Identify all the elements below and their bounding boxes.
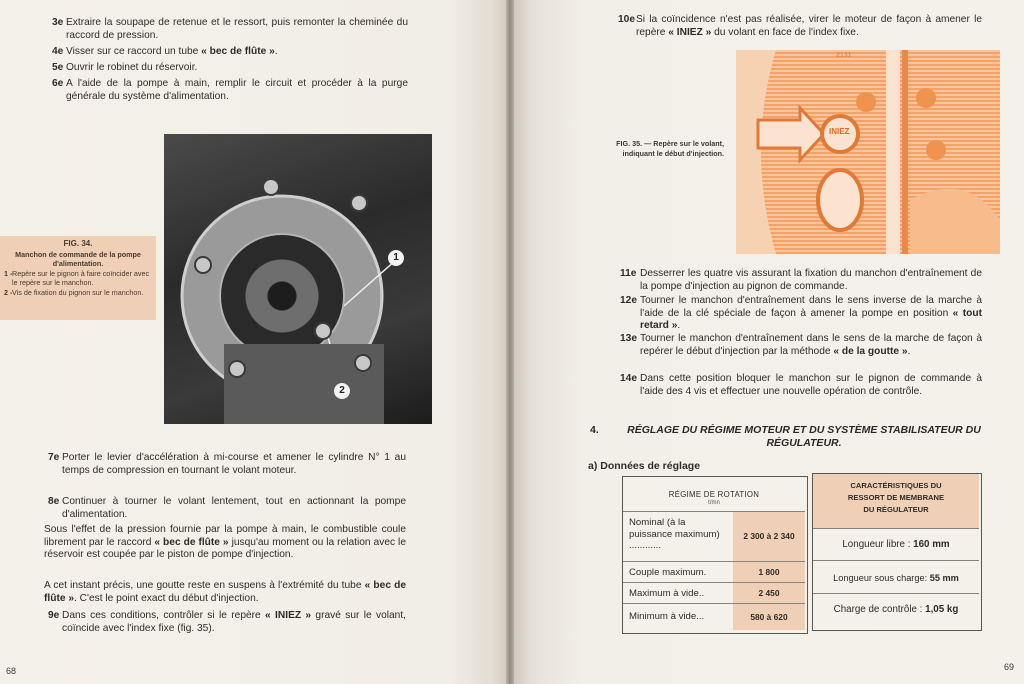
step-11: 11e Desserrer les quatre vis assurant la fixation du manchon d'entraînement de la pompe d'injection au pignon de commande. (620, 268, 982, 292)
spring-table (812, 473, 982, 631)
step-10: 10e Si la coïncidence n'est pas réalisée, virer le moteur de façon à amener le repère « INIEZ » du volant en face de l'index fixe. (618, 14, 982, 38)
figure-34-legend-item: 1 - Repère sur le pignon à faire coïncider avec le repère sur le manchon. (4, 269, 150, 287)
paragraph-pressure: Sous l'effet de la pression fournie par la pompe à main, le combustible coule librement par le raccord « bec de flûte » jusqu'au moment ou la relation avec le réservoir est coupée par le piston de pompe d'injection. (44, 524, 406, 560)
step-4: 4e Visser sur ce raccord un tube « bec de flûte ». (52, 46, 278, 57)
table-row: Minimum à vide... 580 à 620 (623, 604, 805, 630)
figure-35-caption: FIG. 35. — Repère sur le volant, indiquant le début d'injection. (616, 139, 724, 158)
step-6: 6e A l'aide de la pompe à main, remplir le circuit et procéder à la purge générale du système d'alimentation. (52, 78, 408, 102)
bolt (350, 194, 368, 212)
subsection-a: a) Données de réglage (588, 460, 701, 472)
figure-34-legend-item: 2 - Vis de fixation du pignon sur le manchon. (4, 288, 144, 298)
table-row: Maximum à vide.. 2 450 (623, 583, 805, 604)
callout-1: 1 (388, 250, 404, 266)
page-number-right: 69 (1004, 662, 1015, 672)
table-row: Couple maximum. 1 800 (623, 562, 805, 583)
callout-2: 2 (334, 383, 350, 399)
bolt (354, 354, 372, 372)
page-number-left: 68 (6, 666, 17, 676)
step-13: 13e Tourner le manchon d'entraînement dans le sens de la marche de façon à repérer le début d'injection par la méthode « de la goutte ». (620, 333, 982, 357)
step-12: 12e Tourner le manchon d'entraînement dans le sens inverse de la marche à l'aide de la clé spéciale de façon à amener la pompe en position « tout retard ». (620, 295, 982, 331)
bolt (262, 178, 280, 196)
divider (813, 593, 979, 594)
spring-row: Longueur libre : 160 mm (842, 539, 950, 550)
bolt (228, 360, 246, 378)
step-3: 3e Extraire la soupape de retenue et le ressort, puis remonter la cheminée du raccord de pression. (52, 17, 408, 41)
spring-row: Longueur sous charge: 55 mm (833, 573, 959, 583)
step-5: 5e Ouvrir le robinet du réservoir. (52, 62, 198, 73)
figure-34-caption: Manchon de commande de la pompe d'alimentation. (15, 250, 141, 268)
step-8: 8e Continuer à tourner le volant lentement, tout en actionnant la pompe d'alimentation. (48, 496, 406, 520)
bolt (314, 322, 332, 340)
figure-34-caption-box (0, 236, 156, 320)
spring-row: Charge de contrôle : 1,05 kg (833, 604, 959, 615)
divider (813, 560, 979, 561)
spring-table-header: CARACTÉRISTIQUES DU RESSORT DE MEMBRANE DU RÉGULATEUR (813, 474, 979, 529)
figure-34-photo (164, 134, 432, 424)
paragraph-drop: A cet instant précis, une goutte reste en suspens à l'extrémité du tube « bec de flûte ». C'est le point exact du début d'injection. (44, 580, 406, 604)
figure-34-title: FIG. 34. (63, 239, 93, 248)
step-7: 7e Porter le levier d'accélération à mi-course et amener le cylindre N° 1 au temps de compression en tournant le volant moteur. (48, 452, 406, 476)
table-row: Nominal (à la puissance maximum) ............ 2 300 à 2 340 (623, 512, 805, 562)
figure-35-drawing (736, 50, 1000, 254)
book-gutter (506, 0, 514, 684)
step-9: 9e Dans ces conditions, contrôler si le repère « INIEZ » gravé sur le volant, coïncide avec l'index fixe (fig. 35). (48, 610, 407, 634)
flywheel-number: 2131 (836, 52, 852, 59)
regime-table (622, 476, 808, 634)
step-14: 14e Dans cette position bloquer le manchon sur le pignon de commande à l'aide des 4 vis et effectuer une nouvelle opération de contrôle. (620, 373, 982, 397)
bolt (194, 256, 212, 274)
regime-table-header: RÉGIME DE ROTATION t/mn (623, 477, 805, 512)
flywheel-illustration (736, 50, 1000, 254)
section-4-heading: 4. RÉGLAGE DU RÉGIME MOTEUR ET DU SYSTÈME STABILISATEUR DU RÉGULATEUR. (590, 424, 981, 449)
iniez-marking: INIEZ (829, 127, 850, 136)
